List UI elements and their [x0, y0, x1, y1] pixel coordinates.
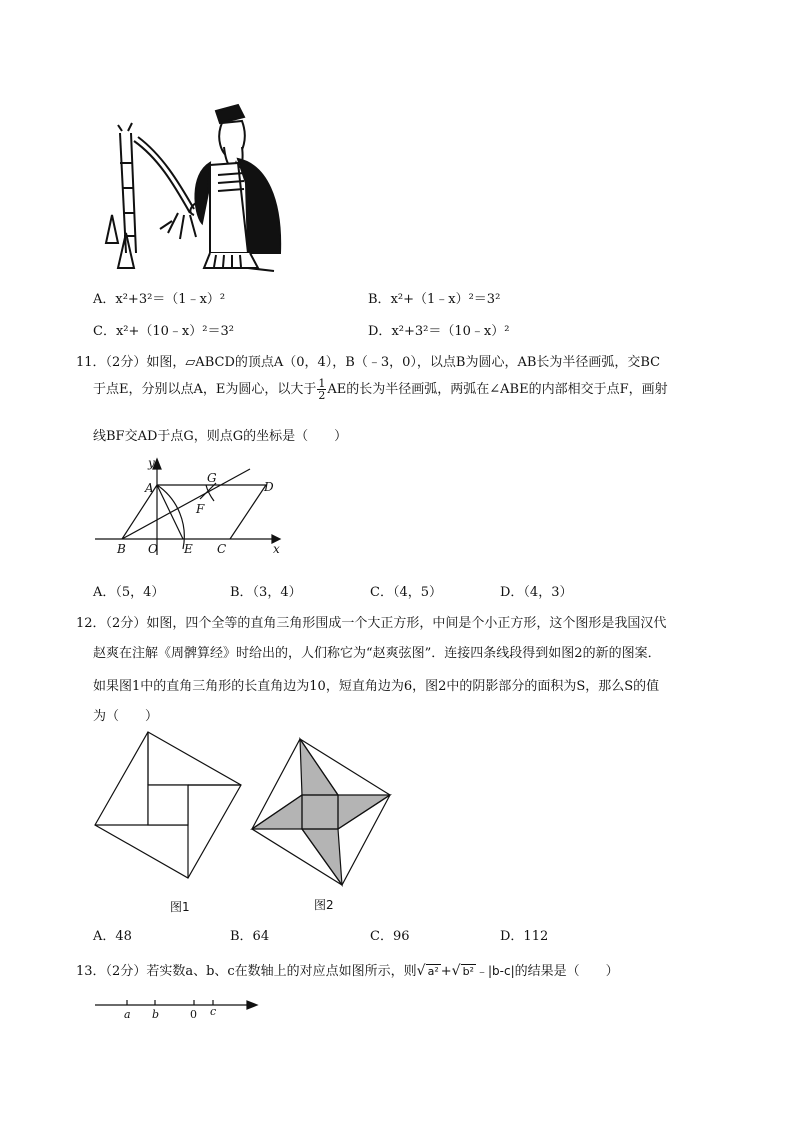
- sqrt-a-squared: a²: [427, 965, 439, 978]
- bamboo-scholar-illustration: [98, 103, 288, 275]
- option-label: B．: [368, 292, 391, 307]
- point-label-g: G: [207, 471, 217, 485]
- q11-stem-line3: 线BF交AD于点G，则点G的坐标是（ ）: [93, 429, 348, 444]
- sqrt-b-squared: b²: [462, 965, 474, 978]
- point-label-f: F: [196, 502, 205, 516]
- q10-option-c[interactable]: [93, 320, 234, 339]
- option-text: x²+3²＝（1﹣x）²: [115, 292, 226, 307]
- q10-option-a[interactable]: [93, 288, 225, 307]
- option-label: C．: [93, 324, 116, 339]
- q11-option-d[interactable]: D．（4，3）: [500, 585, 573, 600]
- figure-1-caption: 图1: [170, 900, 190, 914]
- fraction-denominator: 2: [318, 389, 326, 402]
- q11-option-b[interactable]: B．（3，4）: [230, 585, 302, 600]
- point-label-o: O: [148, 542, 158, 556]
- abs-value-term: ﹣|b-c|: [475, 964, 515, 978]
- point-label-c: C: [217, 542, 227, 556]
- number-line-label-c: c: [210, 1005, 217, 1018]
- q12-stem-line2: 赵爽在注解《周髀算经》时给出的，人们称它为“赵爽弦图”．连接四条线段得到如图2的新的图案．: [93, 646, 661, 661]
- q11-stem-line2: [93, 378, 668, 401]
- axis-label-x: x: [273, 542, 280, 556]
- q12-option-b[interactable]: B．64: [230, 929, 270, 944]
- q11-stem-part: AE的长为半径画弧，两弧在∠ABE的内部相交于点F，画射: [327, 382, 668, 397]
- q12-option-d[interactable]: D．112: [500, 929, 549, 944]
- option-label: D．: [368, 324, 392, 339]
- number-line-label-zero: 0: [190, 1008, 197, 1021]
- axis-label-y: y: [148, 456, 155, 470]
- option-text: x²+（1﹣x）²＝3²: [390, 292, 501, 307]
- q13-number-line: [93, 996, 263, 1022]
- q12-figure-1: [93, 730, 243, 880]
- q13-stem-part: 的结果是（ ）: [514, 964, 619, 979]
- q12-option-a[interactable]: A．48: [93, 929, 132, 944]
- option-text: x²+3²＝（10﹣x）²: [391, 324, 510, 339]
- point-label-a: A: [145, 481, 154, 495]
- q12-option-c[interactable]: C．96: [370, 929, 410, 944]
- plus-sign: +: [440, 964, 452, 979]
- q11-stem-part: 于点E，分别以点A，E为圆心，以大于: [93, 382, 317, 397]
- q11-stem-line1: 11．（2分）如图，▱ABCD的顶点A（0，4），B（﹣3，0），以点B为圆心，AB长为半径画弧，交BC: [76, 355, 661, 370]
- number-line-label-b: b: [152, 1008, 160, 1021]
- option-text: x²+（10﹣x）²＝3²: [115, 324, 234, 339]
- radical-sign: √: [416, 963, 426, 979]
- q11-parallelogram-figure: [90, 455, 290, 560]
- figure-2-caption: 图2: [314, 898, 334, 912]
- q13-stem-part: 13．（2分）若实数a、b、c在数轴上的对应点如图所示，则: [76, 964, 417, 979]
- q12-stem-line4: 为（ ）: [93, 709, 159, 724]
- number-line-label-a: a: [124, 1008, 131, 1021]
- q10-option-b[interactable]: [368, 288, 500, 307]
- q12-stem-line1: 12．（2分）如图，四个全等的直角三角形围成一个大正方形，中间是个小正方形，这个图形是我国汉代: [76, 616, 667, 631]
- q10-option-d[interactable]: [368, 320, 509, 339]
- fraction-numerator: 1: [318, 377, 326, 390]
- option-label: A．: [93, 292, 116, 307]
- radical-sign: √: [451, 963, 461, 979]
- fraction-one-half: [317, 378, 326, 401]
- point-label-e: E: [184, 542, 193, 556]
- point-label-b: B: [117, 542, 126, 556]
- q13-stem: [76, 960, 619, 979]
- q12-stem-line3: 如果图1中的直角三角形的长直角边为10，短直角边为6，图2中的阴影部分的面积为S，那么S的值: [93, 679, 660, 694]
- point-label-d: D: [264, 480, 274, 494]
- q12-figure-2: [250, 737, 392, 887]
- q11-option-c[interactable]: C．（4，5）: [370, 585, 442, 600]
- q11-option-a[interactable]: A．（5，4）: [93, 585, 165, 600]
